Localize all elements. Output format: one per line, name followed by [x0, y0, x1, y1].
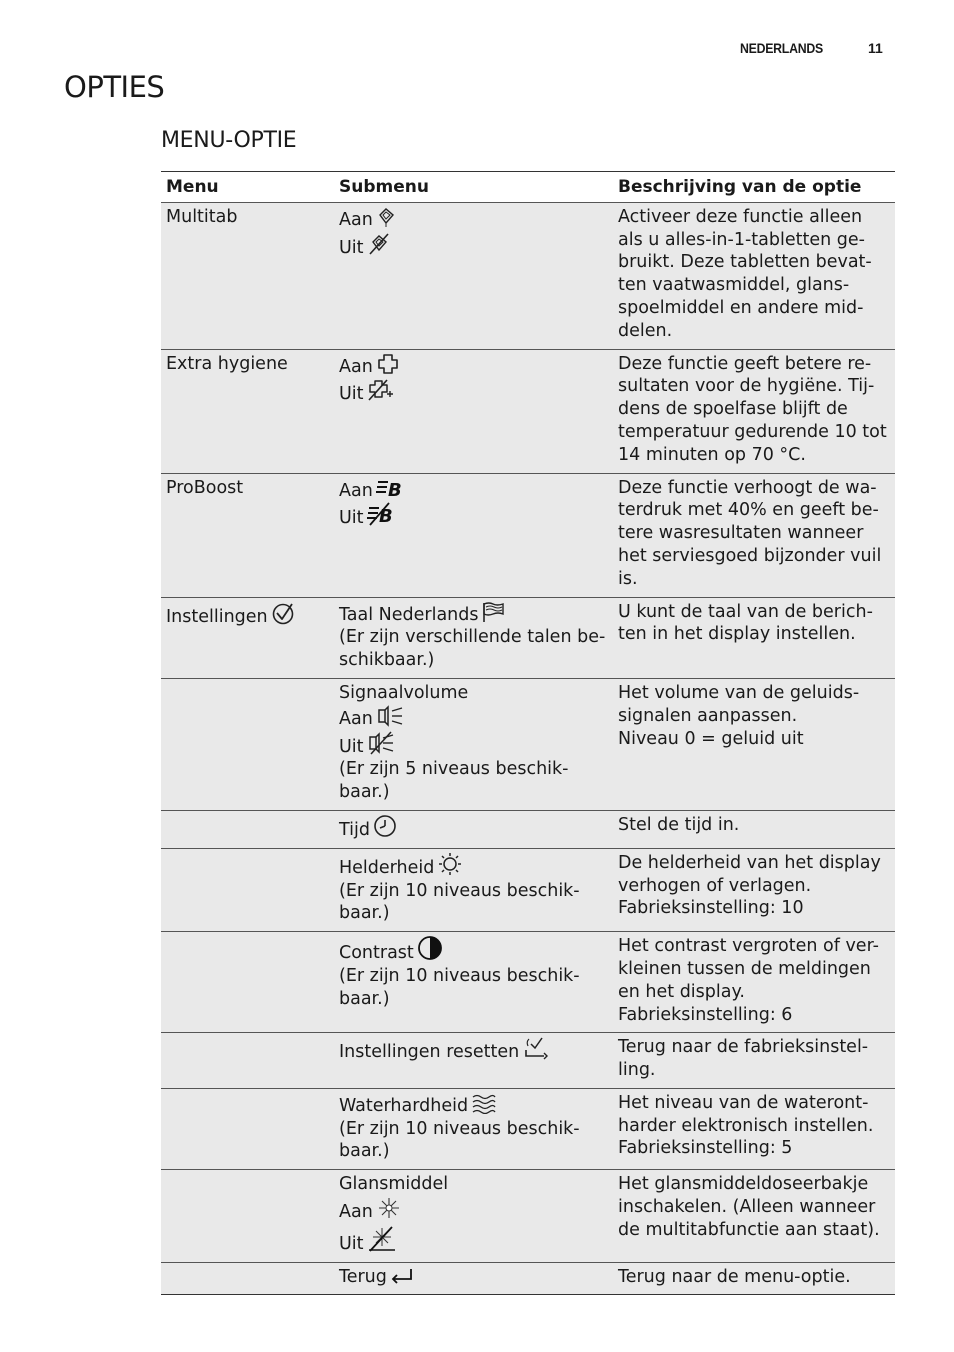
- rinse-aid-off-icon: [367, 1224, 397, 1252]
- submenu-text: (Er zijn 10 niveaus beschik-baar.): [339, 1118, 580, 1162]
- table-row: [161, 1088, 895, 1169]
- table-row: [161, 349, 895, 473]
- submenu-text: Instellingen resetten: [339, 1042, 520, 1063]
- submenu-text: (Er zijn verschillende talen be-schikbaar.): [339, 627, 606, 671]
- submenu-cell: [334, 1262, 613, 1295]
- header-language: NEDERLANDS: [740, 40, 823, 56]
- submenu-cell: [334, 848, 613, 931]
- menu-label: Instellingen: [166, 606, 268, 627]
- table-row: [161, 473, 895, 597]
- description-cell: [613, 473, 895, 597]
- column-header-submenu: Submenu: [334, 172, 613, 203]
- submenu-line: [339, 353, 608, 379]
- table-row: [161, 932, 895, 1033]
- table-row: [161, 1262, 895, 1295]
- submenu-line: [339, 378, 608, 406]
- description-cell: [613, 1262, 895, 1295]
- submenu-cell: [334, 1033, 613, 1089]
- menu-cell: [161, 810, 334, 848]
- reset-settings-icon: [522, 1036, 548, 1060]
- table-row: [161, 810, 895, 848]
- table-row: [161, 1033, 895, 1089]
- submenu-text: Signaalvolume: [339, 682, 469, 703]
- submenu-text: Aan: [339, 708, 373, 729]
- description-cell: [613, 349, 895, 473]
- column-header-description: Beschrijving van de optie: [613, 172, 895, 203]
- table-row: [161, 202, 895, 349]
- menu-label: Extra hygiene: [166, 353, 288, 374]
- submenu-line: [339, 1173, 608, 1196]
- submenu-text: (Er zijn 10 niveaus beschik-baar.): [339, 880, 580, 924]
- description-cell: [613, 678, 895, 810]
- description-cell: [613, 1088, 895, 1169]
- description-text: Het contrast vergroten of ver-kleinen tussen de meldingen en het display. Fabrieksinstelling: 6: [618, 936, 879, 1025]
- submenu-line: [339, 601, 608, 627]
- submenu-text: Contrast: [339, 943, 414, 964]
- settings-check-icon: [271, 601, 295, 625]
- description-text: Terug naar de menu-optie.: [618, 1266, 851, 1287]
- description-cell: [613, 597, 895, 678]
- submenu-text: (Er zijn 10 niveaus beschik-baar.): [339, 965, 580, 1009]
- submenu-line: [339, 232, 608, 260]
- menu-label: ProBoost: [166, 477, 244, 498]
- table-row: [161, 848, 895, 931]
- speaker-on-icon: [376, 705, 404, 727]
- description-text: Het volume van de geluids-signalen aanpassen. Niveau 0 = geluid uit: [618, 682, 860, 749]
- back-arrow-icon: [390, 1267, 414, 1285]
- description-text: Terug naar de fabrieksinstel-ling.: [618, 1037, 869, 1081]
- submenu-text: Uit: [339, 237, 364, 258]
- description-text: De helderheid van het display verhogen of verlagen. Fabrieksinstelling: 10: [618, 852, 881, 919]
- submenu-line: [339, 731, 608, 759]
- menu-cell: [161, 1170, 334, 1262]
- submenu-line: [339, 1118, 608, 1164]
- submenu-text: Aan: [339, 1202, 373, 1223]
- proboost-on-icon: [376, 477, 406, 499]
- options-table: [161, 171, 895, 1295]
- multitab-on-icon: [376, 206, 396, 228]
- submenu-line: [339, 477, 608, 503]
- water-hardness-icon: [471, 1092, 497, 1114]
- submenu-line: [339, 852, 608, 880]
- submenu-cell: [334, 597, 613, 678]
- submenu-line: [339, 880, 608, 926]
- menu-cell: [161, 932, 334, 1033]
- speaker-off-icon: [367, 731, 395, 755]
- submenu-text: Uit: [339, 384, 364, 405]
- submenu-line: [339, 758, 608, 804]
- submenu-cell: [334, 202, 613, 349]
- hygiene-off-icon: [367, 378, 393, 402]
- submenu-cell: [334, 678, 613, 810]
- language-flag-icon: [482, 601, 506, 623]
- description-text: Deze functie verhoogt de wa-terdruk met 40% en geeft be-tere wasresultaten wanneer het serviesgoed bijzonder vuil is.: [618, 477, 882, 589]
- description-cell: [613, 1170, 895, 1262]
- menu-cell: [161, 597, 334, 678]
- brightness-icon: [437, 852, 463, 876]
- submenu-text: Terug: [339, 1266, 387, 1287]
- menu-cell: [161, 678, 334, 810]
- submenu-line: [339, 965, 608, 1011]
- submenu-line: [339, 206, 608, 232]
- clock-icon: [373, 814, 397, 838]
- svg-text:B: B: [387, 479, 402, 499]
- menu-cell: [161, 848, 334, 931]
- submenu-line: [339, 814, 608, 842]
- submenu-text: Aan: [339, 480, 373, 501]
- submenu-cell: [334, 810, 613, 848]
- submenu-line: [339, 502, 608, 530]
- description-cell: [613, 932, 895, 1033]
- contrast-icon: [417, 935, 443, 961]
- submenu-cell: [334, 349, 613, 473]
- submenu-text: Waterhardheid: [339, 1095, 469, 1116]
- submenu-text: Uit: [339, 1233, 364, 1254]
- description-cell: [613, 202, 895, 349]
- submenu-cell: [334, 932, 613, 1033]
- description-text: Het niveau van de wateront-harder elektronisch instellen. Fabrieksinstelling: 5: [618, 1092, 874, 1159]
- description-cell: [613, 810, 895, 848]
- multitab-off-icon: [367, 232, 391, 256]
- description-text: U kunt de taal van de berich-ten in het display instellen.: [618, 601, 873, 645]
- submenu-text: Taal Nederlands: [339, 604, 479, 625]
- submenu-line: [339, 682, 608, 705]
- menu-label: Multitab: [166, 206, 238, 227]
- submenu-text: Tijd: [339, 819, 370, 840]
- description-text: Stel de tijd in.: [618, 814, 740, 835]
- description-cell: [613, 848, 895, 931]
- column-header-menu: Menu: [161, 172, 334, 203]
- submenu-cell: [334, 1170, 613, 1262]
- description-text: Activeer deze functie alleen als u alles-in-1-tabletten ge-bruikt. Deze tabletten bevat-ten vaatwasmiddel, glans-spoelmiddel en andere mid-delen.: [618, 206, 872, 341]
- submenu-text: Helderheid: [339, 857, 435, 878]
- submenu-line: [339, 1224, 608, 1256]
- submenu-line: [339, 1196, 608, 1224]
- menu-label-line: [166, 601, 329, 629]
- description-text: Deze functie geeft betere re-sultaten voor de hygiëne. Tij-dens de spoelfase blijft de temperatuur gedurende 10 tot 14 minuten op 70 °C.: [618, 353, 887, 465]
- submenu-cell: [334, 1088, 613, 1169]
- svg-text:B: B: [378, 506, 393, 527]
- menu-cell: [161, 473, 334, 597]
- submenu-text: Uit: [339, 736, 364, 757]
- description-cell: [613, 1033, 895, 1089]
- menu-cell: [161, 1088, 334, 1169]
- page-title: OPTIES: [64, 70, 165, 104]
- submenu-text: (Er zijn 5 niveaus beschik-baar.): [339, 759, 569, 803]
- submenu-text: Glansmiddel: [339, 1174, 449, 1195]
- table-row: [161, 1170, 895, 1262]
- menu-label-line: [166, 477, 329, 500]
- submenu-text: Aan: [339, 209, 373, 230]
- menu-cell: [161, 1033, 334, 1089]
- table-row: [161, 678, 895, 810]
- menu-cell: [161, 202, 334, 349]
- submenu-line: [339, 1036, 608, 1064]
- rinse-aid-on-icon: [376, 1196, 402, 1220]
- submenu-text: Uit: [339, 508, 364, 529]
- submenu-line: [339, 1092, 608, 1118]
- submenu-line: [339, 1266, 608, 1289]
- page-number: 11: [868, 40, 883, 56]
- table-row: [161, 597, 895, 678]
- submenu-text: Aan: [339, 356, 373, 377]
- menu-cell: [161, 349, 334, 473]
- submenu-line: [339, 705, 608, 731]
- description-text: Het glansmiddeldoseerbakje inschakelen. (Alleen wanneer de multitabfunctie aan staat).: [618, 1174, 880, 1240]
- hygiene-on-icon: [376, 353, 400, 375]
- menu-label-line: [166, 206, 329, 229]
- submenu-line: [339, 935, 608, 965]
- table-header-row: [161, 172, 895, 203]
- submenu-line: [339, 626, 608, 672]
- menu-cell: [161, 1262, 334, 1295]
- submenu-cell: [334, 473, 613, 597]
- menu-label-line: [166, 353, 329, 376]
- proboost-off-icon: [367, 502, 397, 526]
- section-title: MENU-OPTIE: [161, 128, 297, 153]
